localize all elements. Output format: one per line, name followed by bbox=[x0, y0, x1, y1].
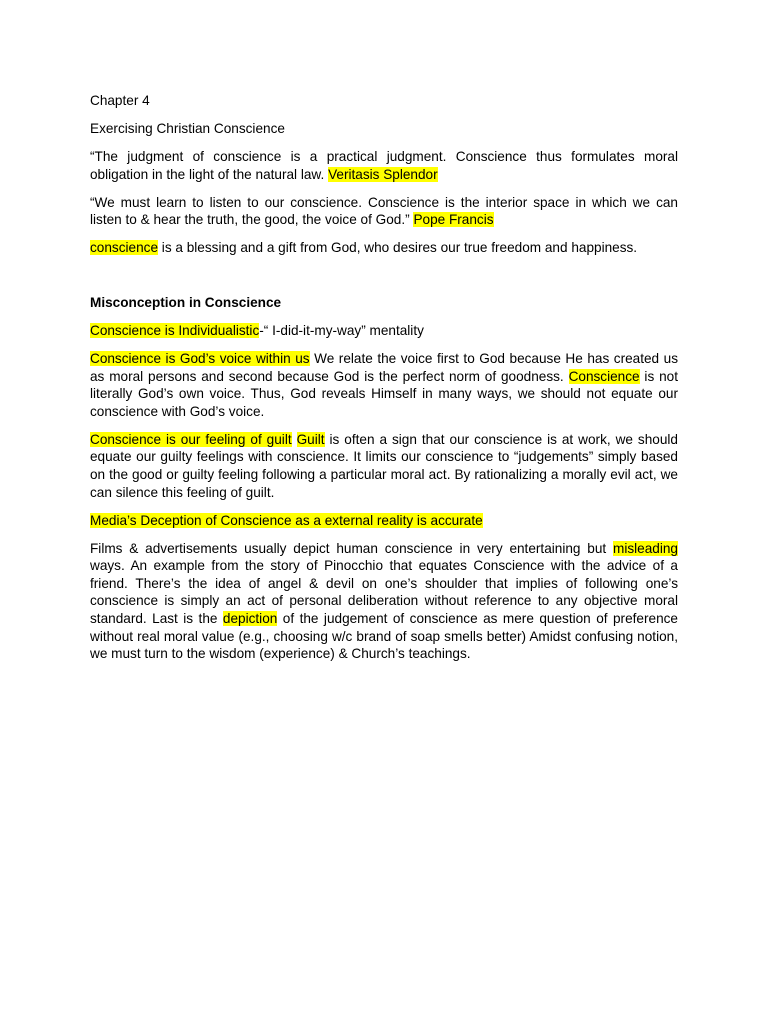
blessing-term: conscience bbox=[90, 240, 159, 256]
chapter-title: Exercising Christian Conscience bbox=[90, 120, 285, 136]
media-body-highlight-depiction: depiction bbox=[222, 610, 278, 626]
misconception-media-term: Media’s Deception of Conscience as a external reality is accurate bbox=[90, 512, 483, 528]
misconception-media bbox=[90, 512, 678, 530]
quote-pope-francis bbox=[90, 194, 678, 229]
blessing-paragraph bbox=[90, 239, 678, 257]
misconception-guilt-highlight: Guilt bbox=[296, 431, 325, 447]
section-heading: Misconception in Conscience bbox=[90, 295, 282, 311]
misconception-individualistic-term: Conscience is Individualistic bbox=[90, 323, 260, 339]
media-body-text-c: of the judgement of conscience as mere question of preference without real moral value (e.g., choosing w/c brand of soap smells better) Amidst confusing notion, we must turn to the wisdom (experience) & Church’s teachings. bbox=[90, 610, 678, 662]
section-spacer bbox=[90, 267, 678, 294]
quote-veritatis-source: Veritasis Splendor bbox=[328, 166, 438, 182]
quote-pope-francis-source: Pope Francis bbox=[413, 212, 494, 228]
blessing-text: is a blessing and a gift from God, who desires our true freedom and happiness. bbox=[158, 240, 638, 256]
chapter-label: Chapter 4 bbox=[90, 93, 150, 108]
media-body bbox=[90, 540, 678, 663]
misconception-guilt-text: is often a sign that our conscience is at work, we should equate our guilty feelings with conscience. It limits our conscience to “judgements” simply based on the good or guilty feeling following a particular moral act. By rationalizing a morally evil act, we can silence this feeling of guilt. bbox=[90, 431, 678, 500]
misconception-gods-voice-term: Conscience is God’s voice within us bbox=[90, 351, 310, 367]
misconception-individualistic-text: -“ I-did-it-my-way” mentality bbox=[259, 323, 424, 339]
misconception-individualistic bbox=[90, 322, 678, 340]
media-body-text-b: ways. An example from the story of Pinocchio that equates Conscience with the advice of a friend. There’s the idea of angel & devil on one’s shoulder that implies of following one’s conscience is simply an act of personal deliberation without reference to any objective moral standard. Last is the bbox=[90, 558, 678, 626]
misconception-gods-voice bbox=[90, 350, 678, 420]
media-body-highlight-misleading: misleading bbox=[613, 540, 678, 556]
quote-veritatis bbox=[90, 148, 678, 183]
misconception-guilt-term: Conscience is our feeling of guilt bbox=[90, 431, 292, 447]
misconception-guilt bbox=[90, 431, 678, 501]
misconception-gods-voice-highlight: Conscience bbox=[568, 368, 640, 384]
misconception-gods-voice-text-b: is not literally God’s own voice. Thus, God reveals Himself in many ways, we should not equate our conscience with God’s voice. bbox=[90, 368, 678, 419]
misconception-gods-voice-text-a: We relate the voice first to God because He has created us as moral persons and second because God is the perfect norm of goodness. bbox=[90, 351, 679, 384]
document-page bbox=[90, 92, 678, 673]
quote-veritatis-text: “The judgment of conscience is a practical judgment. Conscience thus formulates moral obligation in the light of the natural law. bbox=[90, 148, 678, 182]
media-body-text-a: Films & advertisements usually depict human conscience in very entertaining but bbox=[90, 540, 614, 556]
quote-pope-francis-text: “We must learn to listen to our conscience. Conscience is the interior space in which we can listen to & hear the truth, the good, the voice of God.” bbox=[90, 194, 678, 228]
